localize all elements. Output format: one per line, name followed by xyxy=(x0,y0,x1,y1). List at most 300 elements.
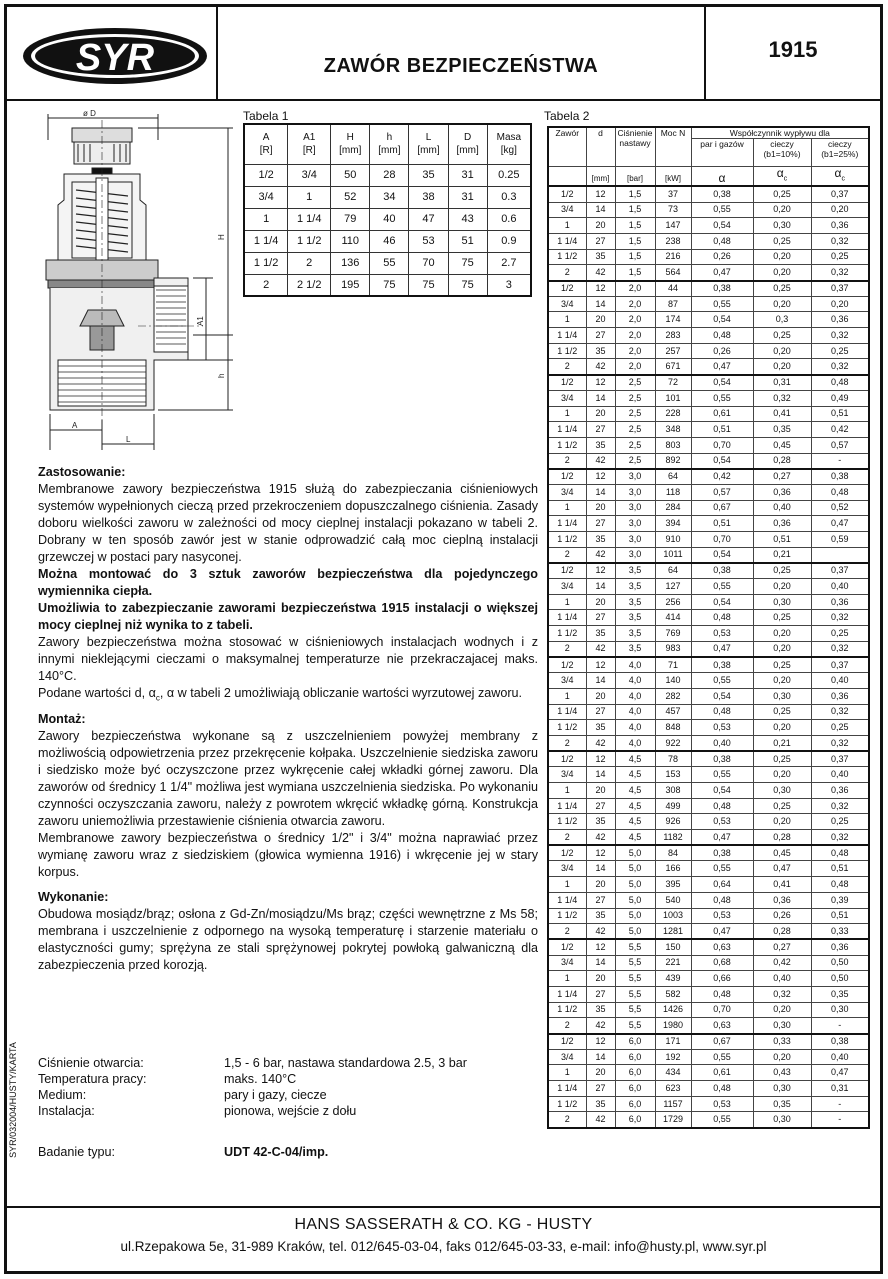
table-row xyxy=(548,924,869,940)
table-cell: 0,48 xyxy=(691,328,753,344)
table-cell: 1 1/4 xyxy=(548,610,586,626)
spec-row xyxy=(38,1087,467,1103)
table-cell: 71 xyxy=(655,657,691,673)
table-cell: 0,20 xyxy=(753,343,811,359)
table-cell: 1 xyxy=(548,406,586,422)
side-document-code xyxy=(6,1030,20,1170)
footer-company: HANS SASSERATH & CO. KG - HUSTY xyxy=(294,1216,593,1233)
table-cell: 1 1/2 xyxy=(288,230,331,252)
table-cell: 192 xyxy=(655,1049,691,1065)
table-cell: 0,20 xyxy=(753,673,811,689)
table-cell: 922 xyxy=(655,735,691,751)
table-cell: 848 xyxy=(655,720,691,736)
table-cell: 926 xyxy=(655,814,691,830)
table-cell: 150 xyxy=(655,939,691,955)
table-cell: 0,48 xyxy=(811,845,869,861)
table-cell: 0,51 xyxy=(811,406,869,422)
table-row xyxy=(548,688,869,704)
table-cell: 34 xyxy=(370,186,409,208)
table-cell: 0,48 xyxy=(811,375,869,391)
table-cell: 395 xyxy=(655,877,691,893)
table-cell: 2,0 xyxy=(615,343,655,359)
table-cell: 42 xyxy=(586,265,615,281)
table-cell: 5,0 xyxy=(615,892,655,908)
table-cell: 1 1/4 xyxy=(548,233,586,249)
table-row xyxy=(548,563,869,579)
table-cell: 0,47 xyxy=(691,359,753,375)
table-cell: 0,54 xyxy=(691,688,753,704)
table-cell: 0,33 xyxy=(753,1034,811,1050)
table-cell: 1/2 xyxy=(244,164,288,186)
table2-symbol-alphac-25 xyxy=(811,167,869,187)
table-cell: 0,36 xyxy=(753,484,811,500)
table-row xyxy=(548,202,869,218)
table-cell: 0,48 xyxy=(811,484,869,500)
table-cell: 257 xyxy=(655,343,691,359)
table-cell: 0,25 xyxy=(753,186,811,202)
table-cell: 0,68 xyxy=(691,955,753,971)
table-cell: 0,48 xyxy=(811,877,869,893)
table-cell: 0,37 xyxy=(811,751,869,767)
table-cell: 0,36 xyxy=(811,594,869,610)
table-cell: 0,36 xyxy=(811,783,869,799)
spec-value: maks. 140°C xyxy=(224,1072,297,1086)
table-cell: 0,50 xyxy=(811,971,869,987)
table-cell: 12 xyxy=(586,939,615,955)
table-cell: 42 xyxy=(586,1112,615,1128)
table-cell: 5,0 xyxy=(615,845,655,861)
table-cell: 0,70 xyxy=(691,437,753,453)
table-cell: 0,36 xyxy=(753,892,811,908)
table-cell: 20 xyxy=(586,877,615,893)
table-cell: 1,5 xyxy=(615,233,655,249)
table-cell: 0,41 xyxy=(753,406,811,422)
table-cell: 78 xyxy=(655,751,691,767)
table-cell: 6,0 xyxy=(615,1034,655,1050)
table-cell: 171 xyxy=(655,1034,691,1050)
table-cell: 3/4 xyxy=(548,861,586,877)
spec-label: Medium: xyxy=(38,1088,87,1102)
specifications xyxy=(38,1055,467,1160)
table-cell: 1/2 xyxy=(548,469,586,485)
table-cell: 1980 xyxy=(655,1018,691,1034)
table-cell: 3,5 xyxy=(615,626,655,642)
table-cell: 0,53 xyxy=(691,626,753,642)
table-cell: 87 xyxy=(655,296,691,312)
table-cell: 0,25 xyxy=(811,814,869,830)
table-cell: 0,63 xyxy=(691,1018,753,1034)
table1-header-cell xyxy=(448,124,487,164)
table-cell: 1 1/4 xyxy=(548,892,586,908)
table-cell: 0,48 xyxy=(691,1081,753,1097)
table1-body xyxy=(244,164,531,296)
table-cell: 0,3 xyxy=(753,312,811,328)
table-cell: 1 xyxy=(548,877,586,893)
table-cell: 110 xyxy=(331,230,370,252)
table-row xyxy=(548,249,869,265)
table-cell: 1157 xyxy=(655,1096,691,1112)
table-cell: 0,54 xyxy=(691,547,753,563)
table-row xyxy=(548,798,869,814)
table-cell: 55 xyxy=(370,252,409,274)
table1-header-cell xyxy=(331,124,370,164)
table-cell: 75 xyxy=(448,252,487,274)
table1-header-row xyxy=(244,124,531,164)
table-cell: - xyxy=(811,453,869,469)
table-row xyxy=(548,390,869,406)
table-cell: 2 xyxy=(548,453,586,469)
table-cell: 0,67 xyxy=(691,500,753,516)
table-cell: 50 xyxy=(331,164,370,186)
table-cell: 0,55 xyxy=(691,296,753,312)
paragraph-zastosowanie-1: Membranowe zawory bezpieczeństwa 1915 służą do zabezpieczania ciśnieniowych systemów wypełnionych cieczą przed przekroczeniem dopuszczalnego ciśnienia. Zasady doboru wielkości zaworu w zależności od mocy cieplnej instalacji pokazano w tabeli 2. Dobrany w ten sposób zawór jest w stanie odprowadzić całą moc cieplną instalacji grzewczej w postaci pary nasyconej. xyxy=(38,482,538,564)
table-cell: 0,55 xyxy=(691,1112,753,1128)
table-cell: 12 xyxy=(586,657,615,673)
table-row xyxy=(548,814,869,830)
table-row xyxy=(548,406,869,422)
table-cell: 0,20 xyxy=(753,296,811,312)
table-cell: 910 xyxy=(655,532,691,548)
table-cell: 0,32 xyxy=(753,390,811,406)
table-cell: 27 xyxy=(586,422,615,438)
table-cell: 4,0 xyxy=(615,688,655,704)
logo-text: SYR xyxy=(75,37,155,79)
table-cell: 0,55 xyxy=(691,390,753,406)
table-cell: 0,25 xyxy=(753,233,811,249)
table2-col-d: d xyxy=(586,127,615,167)
table-cell: 1 1/4 xyxy=(548,798,586,814)
table-cell: 43 xyxy=(448,208,487,230)
table-cell: 27 xyxy=(586,328,615,344)
table-cell: 0,30 xyxy=(753,688,811,704)
table1-caption: Tabela 1 xyxy=(243,109,289,123)
table-cell: 2 xyxy=(548,735,586,751)
table-row xyxy=(548,971,869,987)
table-cell: 14 xyxy=(586,1049,615,1065)
table-cell: 4,5 xyxy=(615,767,655,783)
table-cell: 14 xyxy=(586,861,615,877)
table-row xyxy=(548,1049,869,1065)
p3-part-b: , α w tabeli 2 umożliwiają obliczanie wartości wyrzutowej zaworu. xyxy=(159,686,523,700)
table-cell: 4,0 xyxy=(615,720,655,736)
paragraph-zastosowanie-3 xyxy=(38,685,538,707)
spec-row-badanie xyxy=(38,1144,467,1160)
table-cell: 0,47 xyxy=(691,265,753,281)
table-cell: 14 xyxy=(586,202,615,218)
table-cell: 0,40 xyxy=(753,971,811,987)
table-cell: 0,38 xyxy=(691,657,753,673)
table-cell: 308 xyxy=(655,783,691,799)
paragraph-wykonanie-1: Obudowa mosiądz/brąz; osłona z Gd-Zn/mosiądzu/Ms brąz; części wewnętrzne z Ms 58; membrana i uszczelnienie z odpornego na wysoką temperaturę i starzenie materiału o elastyczności gumy; sprężyna ze stali sprężynowej pokrytej powłoką galwaniczną dla zabezpieczenia przed korozją. xyxy=(38,906,538,972)
p3-subscript: c xyxy=(155,693,160,703)
table-cell: 0,47 xyxy=(691,830,753,846)
table-cell: - xyxy=(811,1018,869,1034)
table-cell: 3/4 xyxy=(548,1049,586,1065)
table-cell: 1/2 xyxy=(548,939,586,955)
table-cell: 0,26 xyxy=(691,249,753,265)
table-row xyxy=(548,641,869,657)
table-cell: 0,42 xyxy=(811,422,869,438)
table-cell: 5,5 xyxy=(615,971,655,987)
table-cell: 195 xyxy=(331,274,370,296)
table-cell: 1003 xyxy=(655,908,691,924)
table-cell: 0,54 xyxy=(691,453,753,469)
table-cell: 12 xyxy=(586,751,615,767)
table-cell: 14 xyxy=(586,390,615,406)
table-cell: 0,30 xyxy=(753,1112,811,1128)
table-row xyxy=(548,986,869,1002)
table-row xyxy=(548,657,869,673)
logo xyxy=(7,7,218,101)
table-cell: 0,32 xyxy=(811,735,869,751)
table-cell: 6,0 xyxy=(615,1081,655,1097)
table-cell: 3/4 xyxy=(548,484,586,500)
table-cell: 6,0 xyxy=(615,1065,655,1081)
spec-row xyxy=(38,1055,467,1071)
table-cell: 3,0 xyxy=(615,532,655,548)
table-cell: 1 1/2 xyxy=(548,532,586,548)
footer-address: ul.Rzepakowa 5e, 31-989 Kraków, tel. 012/645-03-04, faks 012/645-03-33, e-mail: info@husty.pl, www.syr.pl xyxy=(120,1239,767,1254)
table-cell: 12 xyxy=(586,281,615,297)
table-cell: 0,38 xyxy=(691,563,753,579)
table-cell: 0,55 xyxy=(691,202,753,218)
table-cell: 282 xyxy=(655,688,691,704)
table-row xyxy=(548,704,869,720)
table-cell: 0,53 xyxy=(691,814,753,830)
table-row xyxy=(548,720,869,736)
table-cell: 0,47 xyxy=(691,641,753,657)
table-cell: 216 xyxy=(655,249,691,265)
table-cell: 0,40 xyxy=(811,767,869,783)
table-cell: 1 1/4 xyxy=(244,230,288,252)
table-cell: 1 1/2 xyxy=(548,1096,586,1112)
table-cell: 1182 xyxy=(655,830,691,846)
table-cell: 2 1/2 xyxy=(288,274,331,296)
page-title: ZAWÓR BEZPIECZEŃSTWA xyxy=(218,7,706,101)
table-row xyxy=(548,186,869,202)
table-cell: 0,61 xyxy=(691,1065,753,1081)
table-cell: 0,32 xyxy=(811,610,869,626)
alpha-subscript: c xyxy=(783,175,788,183)
table-row xyxy=(548,1018,869,1034)
table-row xyxy=(548,281,869,297)
dim-d-label: ø D xyxy=(83,110,96,118)
table-cell: 42 xyxy=(586,641,615,657)
table-cell: 0,70 xyxy=(691,1002,753,1018)
table2-unit-empty xyxy=(548,167,586,187)
table-cell: 118 xyxy=(655,484,691,500)
dim-h-lower-label: h xyxy=(217,373,226,378)
table-cell: 2,0 xyxy=(615,296,655,312)
header-name: D xyxy=(464,132,472,144)
table-cell: 1 xyxy=(244,208,288,230)
table-cell: 14 xyxy=(586,767,615,783)
table-cell: 3,0 xyxy=(615,469,655,485)
header-name: A xyxy=(262,132,270,144)
spec-label: Ciśnienie otwarcia: xyxy=(38,1056,144,1070)
table-cell: 5,0 xyxy=(615,877,655,893)
table-cell: 1426 xyxy=(655,1002,691,1018)
table-cell: 1/2 xyxy=(548,751,586,767)
table-cell: 0,21 xyxy=(753,735,811,751)
table-cell: 228 xyxy=(655,406,691,422)
table-cell: 35 xyxy=(586,1002,615,1018)
table-cell: 75 xyxy=(448,274,487,296)
table-cell: 1 1/2 xyxy=(548,1002,586,1018)
table-cell: 0,53 xyxy=(691,908,753,924)
table-cell: 1 1/2 xyxy=(548,720,586,736)
table-cell: 0,32 xyxy=(753,986,811,1002)
table-cell: 0,48 xyxy=(691,233,753,249)
table-cell: 1 xyxy=(548,594,586,610)
table-cell: 0,48 xyxy=(691,610,753,626)
table-cell: 12 xyxy=(586,845,615,861)
table-cell: 12 xyxy=(586,563,615,579)
table-cell: 2 xyxy=(548,830,586,846)
table-cell: 1 1/4 xyxy=(548,704,586,720)
table-cell: 0,21 xyxy=(753,547,811,563)
table-cell: 0,20 xyxy=(753,814,811,830)
table-row xyxy=(548,484,869,500)
table-cell: 35 xyxy=(586,814,615,830)
table-cell: 37 xyxy=(655,186,691,202)
paragraph-zastosowanie-2: Zawory bezpieczeństwa można stosować w ciśnieniowych instalacjach wodnych i z innymi nieklejącymi cieczami o maksymalnej temperaturze nie przekraczajacej maks. 140°C. xyxy=(38,635,538,683)
table-cell: 0,54 xyxy=(691,218,753,234)
header xyxy=(7,7,880,101)
table-cell: 0,61 xyxy=(691,406,753,422)
table-row xyxy=(548,767,869,783)
table-cell: 52 xyxy=(331,186,370,208)
table-cell: 0,36 xyxy=(753,516,811,532)
table-cell: 0,67 xyxy=(691,1034,753,1050)
spec-value: 1,5 - 6 bar, nastawa standardowa 2.5, 3 bar xyxy=(224,1056,467,1070)
table-cell: 1 1/2 xyxy=(548,343,586,359)
table-cell: 671 xyxy=(655,359,691,375)
table-cell: 283 xyxy=(655,328,691,344)
table-cell: 0,20 xyxy=(753,720,811,736)
table-cell: 0,25 xyxy=(753,798,811,814)
table-cell: 4,5 xyxy=(615,814,655,830)
table-cell: 127 xyxy=(655,579,691,595)
table-cell: 31 xyxy=(448,164,487,186)
table-cell: 0,38 xyxy=(691,281,753,297)
dim-h-upper-label: H xyxy=(217,234,226,240)
spec-label: Temperatura pracy: xyxy=(38,1072,147,1086)
table-cell: 70 xyxy=(409,252,448,274)
table-cell: 0,70 xyxy=(691,532,753,548)
table-cell: 6,0 xyxy=(615,1096,655,1112)
table-row xyxy=(244,252,531,274)
table-cell: 0.9 xyxy=(487,230,531,252)
table-cell: 439 xyxy=(655,971,691,987)
table-cell: 0,27 xyxy=(753,939,811,955)
table-cell: 0,49 xyxy=(811,390,869,406)
table-cell: 153 xyxy=(655,767,691,783)
spec-label: Badanie typu: xyxy=(38,1145,116,1159)
table-cell: 0,36 xyxy=(811,218,869,234)
table-cell: 35 xyxy=(409,164,448,186)
header-unit: [mm] xyxy=(378,145,401,157)
table-row xyxy=(548,1096,869,1112)
table-cell: 0,38 xyxy=(691,751,753,767)
table-cell: 20 xyxy=(586,1065,615,1081)
dim-a1-label: A1 xyxy=(196,316,205,326)
table2-col-wspolczynnik: Współczynnik wypływu dla xyxy=(691,127,869,139)
table-cell: 40 xyxy=(370,208,409,230)
table-cell: 1 1/2 xyxy=(548,437,586,453)
table-cell: 2,5 xyxy=(615,422,655,438)
table-cell: 0,48 xyxy=(691,704,753,720)
table-cell: 14 xyxy=(586,579,615,595)
table-cell: 0,55 xyxy=(691,673,753,689)
paragraph-zastosowanie-bold-1: Można montować do 3 sztuk zaworów bezpieczeństwa dla pojedynczego wymiennika ciepła. xyxy=(38,567,538,598)
table-cell: 20 xyxy=(586,218,615,234)
table-cell: 582 xyxy=(655,986,691,1002)
header-unit: [R] xyxy=(259,145,273,157)
spec-value: pionowa, wejście z dołu xyxy=(224,1104,357,1118)
table-row xyxy=(548,1112,869,1128)
table-cell: 0,30 xyxy=(753,594,811,610)
table-row xyxy=(548,453,869,469)
table-row xyxy=(548,1002,869,1018)
table-cell: 0,47 xyxy=(811,1065,869,1081)
header-unit: [R] xyxy=(302,145,316,157)
table-cell: 0,55 xyxy=(691,861,753,877)
table-cell: 0,42 xyxy=(691,469,753,485)
table-cell: 35 xyxy=(586,437,615,453)
table-cell: 3,5 xyxy=(615,641,655,657)
p3-part-a: Podane wartości d, α xyxy=(38,686,156,700)
table-row xyxy=(548,516,869,532)
table-cell: 1 1/2 xyxy=(548,626,586,642)
table-cell: 0,40 xyxy=(753,500,811,516)
table-row xyxy=(548,1065,869,1081)
table-cell: 0,52 xyxy=(811,500,869,516)
table-cell: 64 xyxy=(655,563,691,579)
table-cell: 0,64 xyxy=(691,877,753,893)
table-cell: 0,37 xyxy=(811,281,869,297)
table-cell: 0,37 xyxy=(811,186,869,202)
table-cell: 1/2 xyxy=(548,657,586,673)
table-cell: 0,51 xyxy=(811,861,869,877)
table-cell: 0,32 xyxy=(811,798,869,814)
table-cell: 166 xyxy=(655,861,691,877)
table-cell: 0,45 xyxy=(753,845,811,861)
table-cell: 2 xyxy=(548,641,586,657)
table-cell: 1 1/4 xyxy=(548,516,586,532)
table-cell: 1/2 xyxy=(548,845,586,861)
table-cell: 0,27 xyxy=(753,469,811,485)
table-cell: 0,38 xyxy=(811,469,869,485)
table-cell: 4,0 xyxy=(615,657,655,673)
table-cell: 1 1/4 xyxy=(288,208,331,230)
table-cell: 0,28 xyxy=(753,924,811,940)
dim-l-label: L xyxy=(126,435,131,444)
table-cell: 0,31 xyxy=(811,1081,869,1097)
table-cell: 1 1/2 xyxy=(244,252,288,274)
table-row xyxy=(548,579,869,595)
table-row xyxy=(244,230,531,252)
table-cell: 3/4 xyxy=(548,767,586,783)
table-cell: 4,5 xyxy=(615,751,655,767)
table-cell: 256 xyxy=(655,594,691,610)
table-row xyxy=(548,783,869,799)
table-row xyxy=(548,1081,869,1097)
table-row xyxy=(548,673,869,689)
table-cell: 0,25 xyxy=(753,563,811,579)
table-cell: 14 xyxy=(586,955,615,971)
table-row xyxy=(548,469,869,485)
